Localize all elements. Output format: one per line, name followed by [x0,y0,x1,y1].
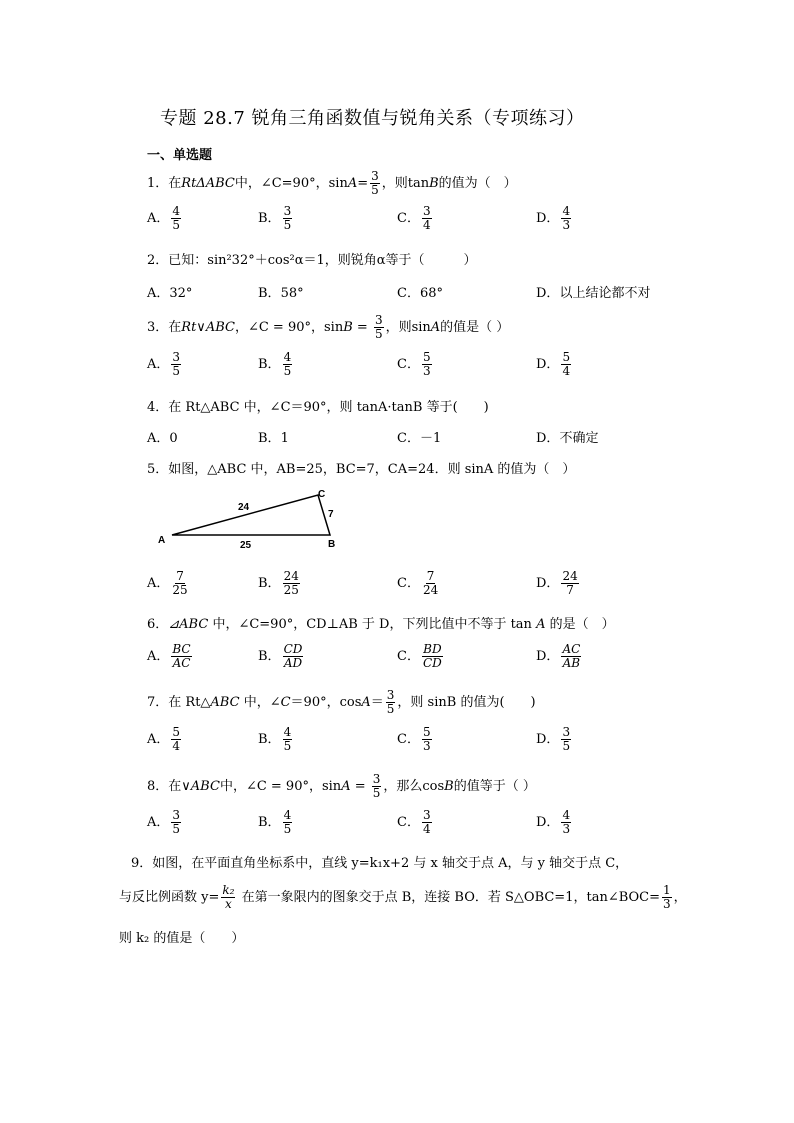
q1-rt: RtΔ [181,176,206,191]
triangle-figure [150,485,350,555]
q3-option-b[interactable]: B． $\frac{4}{5}$ [258,350,292,378]
q7-fraction: $\frac{3}{5}$ [386,688,395,716]
q5-option-c[interactable]: C． $\frac{7}{24}$ [397,569,439,597]
question-9-line-1: 9．如图，在平面直角坐标系中，直线 y=k₁x+2 与 x 轴交于点 A，与 y 轴交于点 C， [131,856,629,871]
question-1 [147,170,517,197]
question-7: 7．在 Rt△ABC 中，∠C＝90°，cosA＝ $\frac{3}{5}$ ，则 sinB 的值为( ) [147,688,536,716]
q2-option-d[interactable]: D．以上结论都不对 [536,286,651,301]
q7-option-b[interactable]: B． $\frac{4}{5}$ [258,725,292,753]
vertex-a-label: A [158,535,166,546]
q7-option-c[interactable]: C． $\frac{5}{3}$ [397,725,431,753]
question-4: 4．在 Rt△ABC 中，∠C＝90°，则 tanA·tanB 等于( ) [147,400,489,415]
q6-option-b[interactable]: B． $\frac{CD}{AD}$ [258,642,303,670]
q4-option-c[interactable]: C．－1 [397,431,442,446]
question-8: 8．在∨ABC中，∠C = 90°，sinA = $\frac{3}{5}$ ，那么cosB的值等于（ ） [147,772,536,800]
q4-option-d[interactable]: D．不确定 [536,431,599,446]
q5-option-b[interactable]: B． $\frac{24}{25}$ [258,569,299,597]
q2-option-c[interactable]: C．68° [397,286,443,301]
q3-fraction: $\frac{3}{5}$ [374,313,383,341]
q7-option-a[interactable]: A． $\frac{5}{4}$ [147,725,181,753]
q5-option-d[interactable]: D． $\frac{24}{7}$ [536,569,578,597]
side-bc-label: 7 [328,509,334,520]
q1-eq: = [357,176,369,191]
q8-option-d[interactable]: D． $\frac{4}{3}$ [536,808,571,836]
side-ac-label: 24 [238,502,250,513]
q1-num: 1．在 [147,176,182,191]
q1-abc: ABC [205,176,235,191]
question-9-line-3: 则 k₂ 的值是（ ） [119,931,245,946]
q1-option-a[interactable]: A． $\frac{4}{5}$ [147,204,181,232]
q2-option-b[interactable]: B．58° [258,286,304,301]
q3-option-d[interactable]: D． $\frac{5}{4}$ [536,350,571,378]
question-5: 5．如图，△ABC 中，AB=25，BC=7，CA=24．则 sinA 的值为（ ） [147,462,576,477]
q1-sin: sin [328,176,348,191]
page-title: 专题 28.7 锐角三角函数值与锐角关系（专项练习） [160,108,585,129]
q1-option-d[interactable]: D． $\frac{4}{3}$ [536,204,571,232]
q1-a: A [347,176,358,191]
question-6: 6．⊿ABC 中，∠C=90°，CD⊥AB 于 D，下列比值中不等于 tan A 的是（ ） [147,617,615,632]
q4-option-a[interactable]: A．0 [147,431,178,446]
q8-option-c[interactable]: C． $\frac{3}{4}$ [397,808,431,836]
q6-option-d[interactable]: D． $\frac{AC}{AB}$ [536,642,581,670]
q1-option-b[interactable]: B． $\frac{3}{5}$ [258,204,292,232]
q1-option-c[interactable]: C． $\frac{3}{4}$ [397,204,431,232]
side-ab-label: 25 [240,540,252,551]
q3-option-a[interactable]: A． $\frac{3}{5}$ [147,350,181,378]
triangle-shape [172,495,330,535]
section-heading: 一、单选题 [147,148,213,163]
question-3: 3．在Rt∨ABC，∠C = 90°，sinB = $\frac{3}{5}$ ，则sinA的值是（ ） [147,313,510,341]
q7-option-d[interactable]: D． $\frac{3}{5}$ [536,725,571,753]
q6-option-a[interactable]: A． $\frac{BC}{AC}$ [147,642,191,670]
q1-end: 的值为（ ） [438,176,517,191]
q1-tail: ，则tan [381,176,430,191]
q3-option-c[interactable]: C． $\frac{5}{3}$ [397,350,431,378]
q8-fraction: $\frac{3}{5}$ [372,772,381,800]
q8-option-a[interactable]: A． $\frac{3}{5}$ [147,808,181,836]
q4-option-b[interactable]: B．1 [258,431,289,446]
q1-fraction: $\frac{3}{5}$ [371,169,379,197]
vertex-b-label: B [328,539,336,550]
q5-option-a[interactable]: A． $\frac{7}{25}$ [147,569,188,597]
q1-mid: 中，∠C=90°， [234,176,329,191]
q1-b: B [429,176,439,191]
q6-option-c[interactable]: C． $\frac{BD}{CD}$ [397,642,442,670]
q8-option-b[interactable]: B． $\frac{4}{5}$ [258,808,292,836]
question-9-line-2: 与反比例函数 y= $\frac{\text{k₂}}{x}$ 在第一象限内的图象交于点 B，连接 BO．若 S△OBC=1，tan∠BOC= $\frac{1}{3}$ ， [119,883,687,911]
q2-option-a[interactable]: A．32° [147,286,193,301]
question-2: 2．已知：sin²32°＋cos²α＝1，则锐角α等于（ ） [147,253,477,268]
vertex-c-label: C [318,489,326,500]
